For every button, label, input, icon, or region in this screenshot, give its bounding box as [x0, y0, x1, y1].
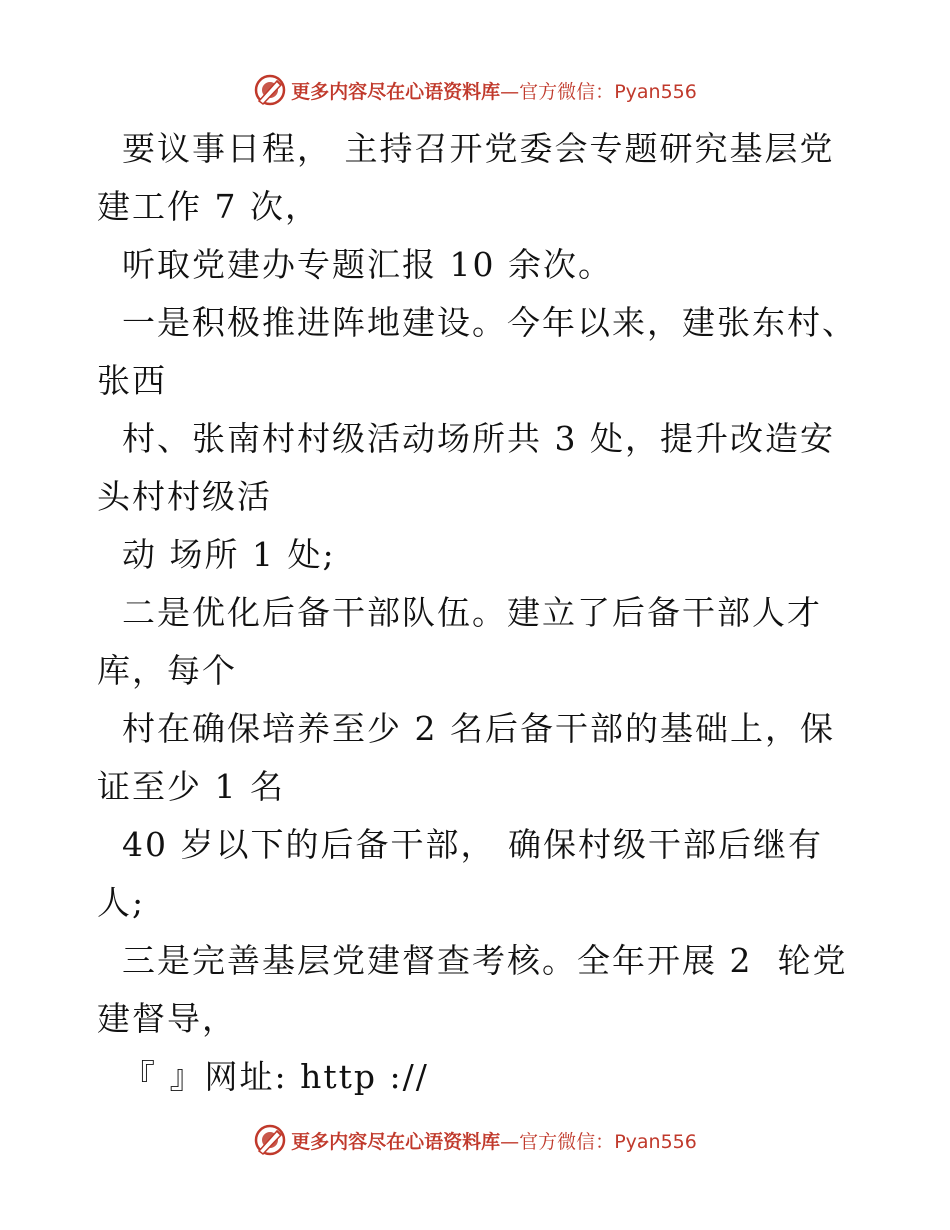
text-line: 建督导，: [97, 999, 237, 1038]
footer-banner-text: [291, 1127, 697, 1154]
header-banner-wechat-label: 官方微信：: [519, 80, 615, 103]
text-line: 一是积极推进阵地建设。今年以来，建张东村、: [97, 303, 857, 342]
text-line: 村、张南村村级活动场所共 3 处，提升改造安: [97, 419, 835, 458]
footer-banner-main: 更多内容尽在心语资料库: [291, 1130, 501, 1153]
text-line: 库，每个: [97, 651, 237, 690]
text-line: 听取党建办专题汇报 10 余次。: [97, 245, 613, 284]
header-banner-wechat-id: Pyan556: [614, 80, 697, 103]
text-line: 村在确保培养至少 2 名后备干部的基础上，保: [97, 709, 835, 748]
text-line: 40 岁以下的后备干部， 确保村级干部后继有: [97, 825, 823, 864]
text-line: 建工作 7 次，: [97, 187, 320, 226]
footer-banner-dash: —: [500, 1130, 520, 1153]
header-banner-text: [291, 77, 697, 104]
text-line: 人;: [97, 883, 146, 922]
footer-banner: [0, 1120, 950, 1160]
header-banner-dash: —: [500, 80, 520, 103]
text-line: 张西: [97, 361, 167, 400]
header-banner-main: 更多内容尽在心语资料库: [291, 80, 501, 103]
text-line: 『 』网址: http ://: [97, 1057, 429, 1096]
text-line: 头村村级活: [97, 477, 272, 516]
text-line: 三是完善基层党建督查考核。全年开展 2 轮党: [97, 941, 848, 980]
text-line: 证至少 1 名: [97, 767, 285, 806]
pen-logo-icon: [253, 1123, 287, 1157]
text-line: 二是优化后备干部队伍。建立了后备干部人才: [97, 593, 822, 632]
header-banner: [0, 70, 950, 110]
text-line: 动 场所 1 处;: [97, 535, 336, 574]
footer-banner-wechat-label: 官方微信：: [519, 1130, 615, 1153]
footer-banner-wechat-id: Pyan556: [614, 1130, 697, 1153]
pen-logo-icon: [253, 73, 287, 107]
text-line: 要议事日程， 主持召开党委会专题研究基层党: [97, 129, 835, 168]
